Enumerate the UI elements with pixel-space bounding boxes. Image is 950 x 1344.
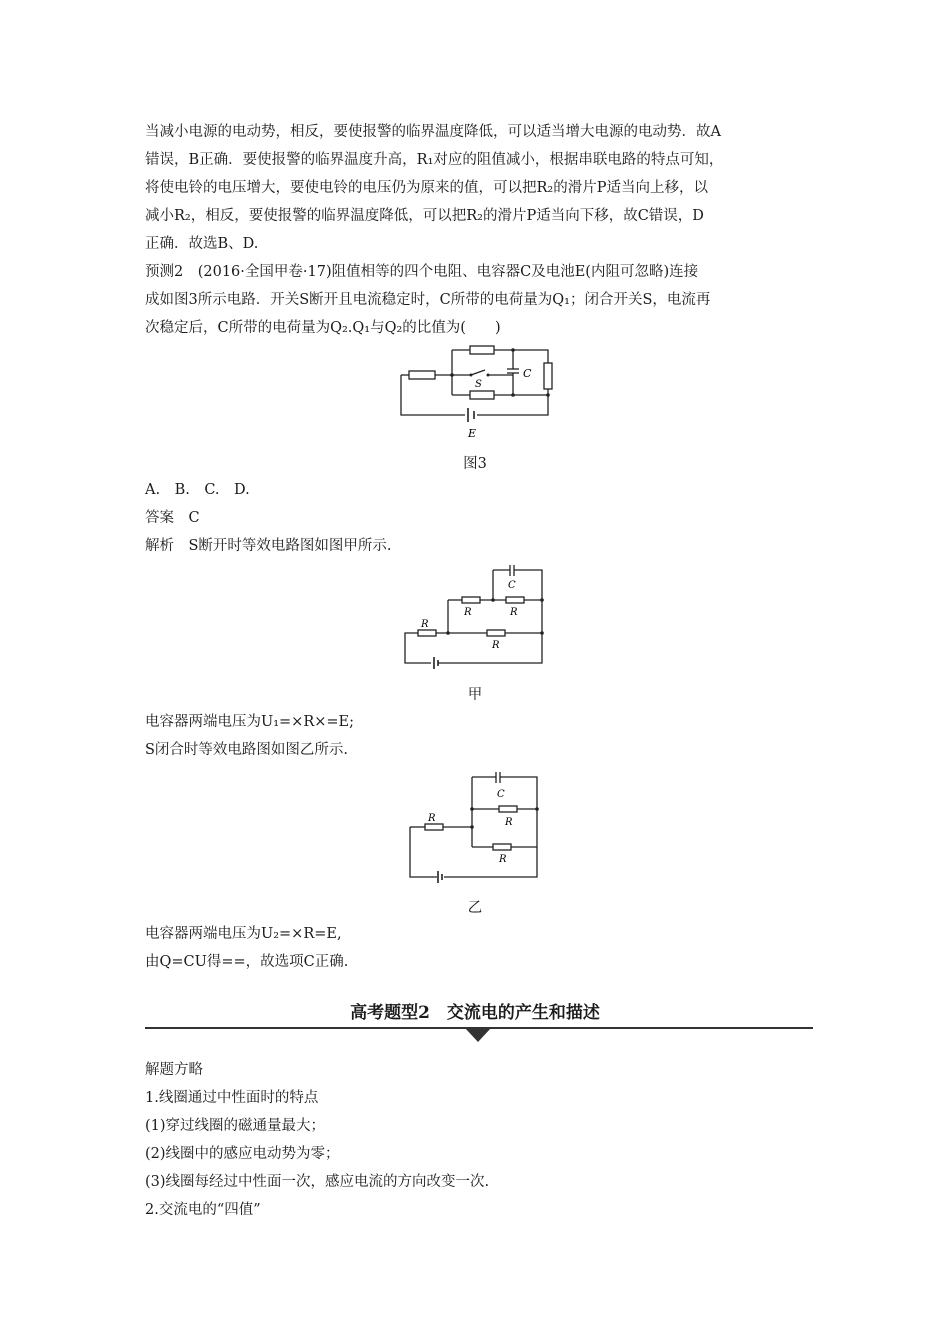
- capacitor-label: C: [523, 367, 532, 380]
- switch-label: S: [475, 379, 482, 390]
- figure-caption: 乙: [467, 900, 483, 916]
- resistor-label: R: [499, 854, 507, 865]
- figure-caption: 甲: [467, 687, 483, 703]
- resistor-label: R: [510, 607, 518, 618]
- text-line: 将使电铃的电压增大，要使电铃的电压仍为原来的值，可以把R₂的滑片P适当向上移，以: [145, 180, 708, 196]
- text-line: 错误，B正确．要使报警的临界温度升高，R₁对应的阻值减小，根据串联电路的特点可知，: [145, 152, 724, 168]
- section-arrow-icon: [465, 1028, 491, 1042]
- problem-line: 成如图3所示电路．开关S断开且电流稳定时，C所带的电荷量为Q₁；闭合开关S，电流再: [145, 292, 711, 308]
- capacitor-label: C: [497, 789, 505, 800]
- strategy-line: (3)线圈每经过中性面一次，感应电流的方向改变一次.: [145, 1174, 490, 1190]
- resistor-label: R: [421, 619, 429, 630]
- answer: 答案 C: [145, 510, 200, 526]
- resistor-label: R: [428, 813, 436, 824]
- strategy-line: (1)穿过线圈的磁通量最大；: [145, 1118, 326, 1134]
- strategy-line: 1.线圈通过中性面时的特点: [145, 1090, 319, 1106]
- strategy-line: (2)线圈中的感应电动势为零；: [145, 1146, 340, 1162]
- resistor-label: R: [505, 817, 513, 828]
- answer-options: A. B. C. D.: [145, 482, 250, 498]
- figure-caption: 图3: [463, 456, 487, 472]
- text-line: 正确．故选B、D.: [145, 236, 259, 252]
- battery-label: E: [468, 427, 477, 440]
- problem-line: 次稳定后，C所带的电荷量为Q₂.Q₁与Q₂的比值为( ): [145, 320, 501, 336]
- strategy-line: 2.交流电的“四值”: [145, 1202, 261, 1218]
- text-line: 电容器两端电压为U₁=×R×=E;: [145, 714, 355, 730]
- text-line: 由Q=CU得==，故选项C正确.: [145, 954, 349, 970]
- circuit-figure-jia: [400, 565, 548, 670]
- text-line: S闭合时等效电路图如图乙所示.: [145, 742, 349, 758]
- problem-line: 预测2 (2016·全国甲卷·17)阻值相等的四个电阻、电容器C及电池E(内阻可忽略)连接: [145, 264, 699, 280]
- analysis-intro: 解析 S断开时等效电路图如图甲所示.: [145, 538, 392, 554]
- circuit-figure-3: [395, 345, 560, 445]
- section-title: 高考题型2 交流电的产生和描述: [350, 1003, 600, 1023]
- resistor-label: R: [492, 640, 500, 651]
- text-line: 当减小电源的电动势，相反，要使报警的临界温度降低，可以适当增大电源的电动势．故A: [145, 124, 721, 140]
- circuit-figure-yi: [405, 772, 545, 887]
- text-line: 减小R₂，相反，要使报警的临界温度降低，可以把R₂的滑片P适当向下移，故C错误，D: [145, 208, 704, 224]
- strategy-heading: 解题方略: [145, 1062, 203, 1078]
- capacitor-label: C: [508, 580, 516, 591]
- resistor-label: R: [464, 607, 472, 618]
- text-line: 电容器两端电压为U₂=×R=E,: [145, 926, 342, 942]
